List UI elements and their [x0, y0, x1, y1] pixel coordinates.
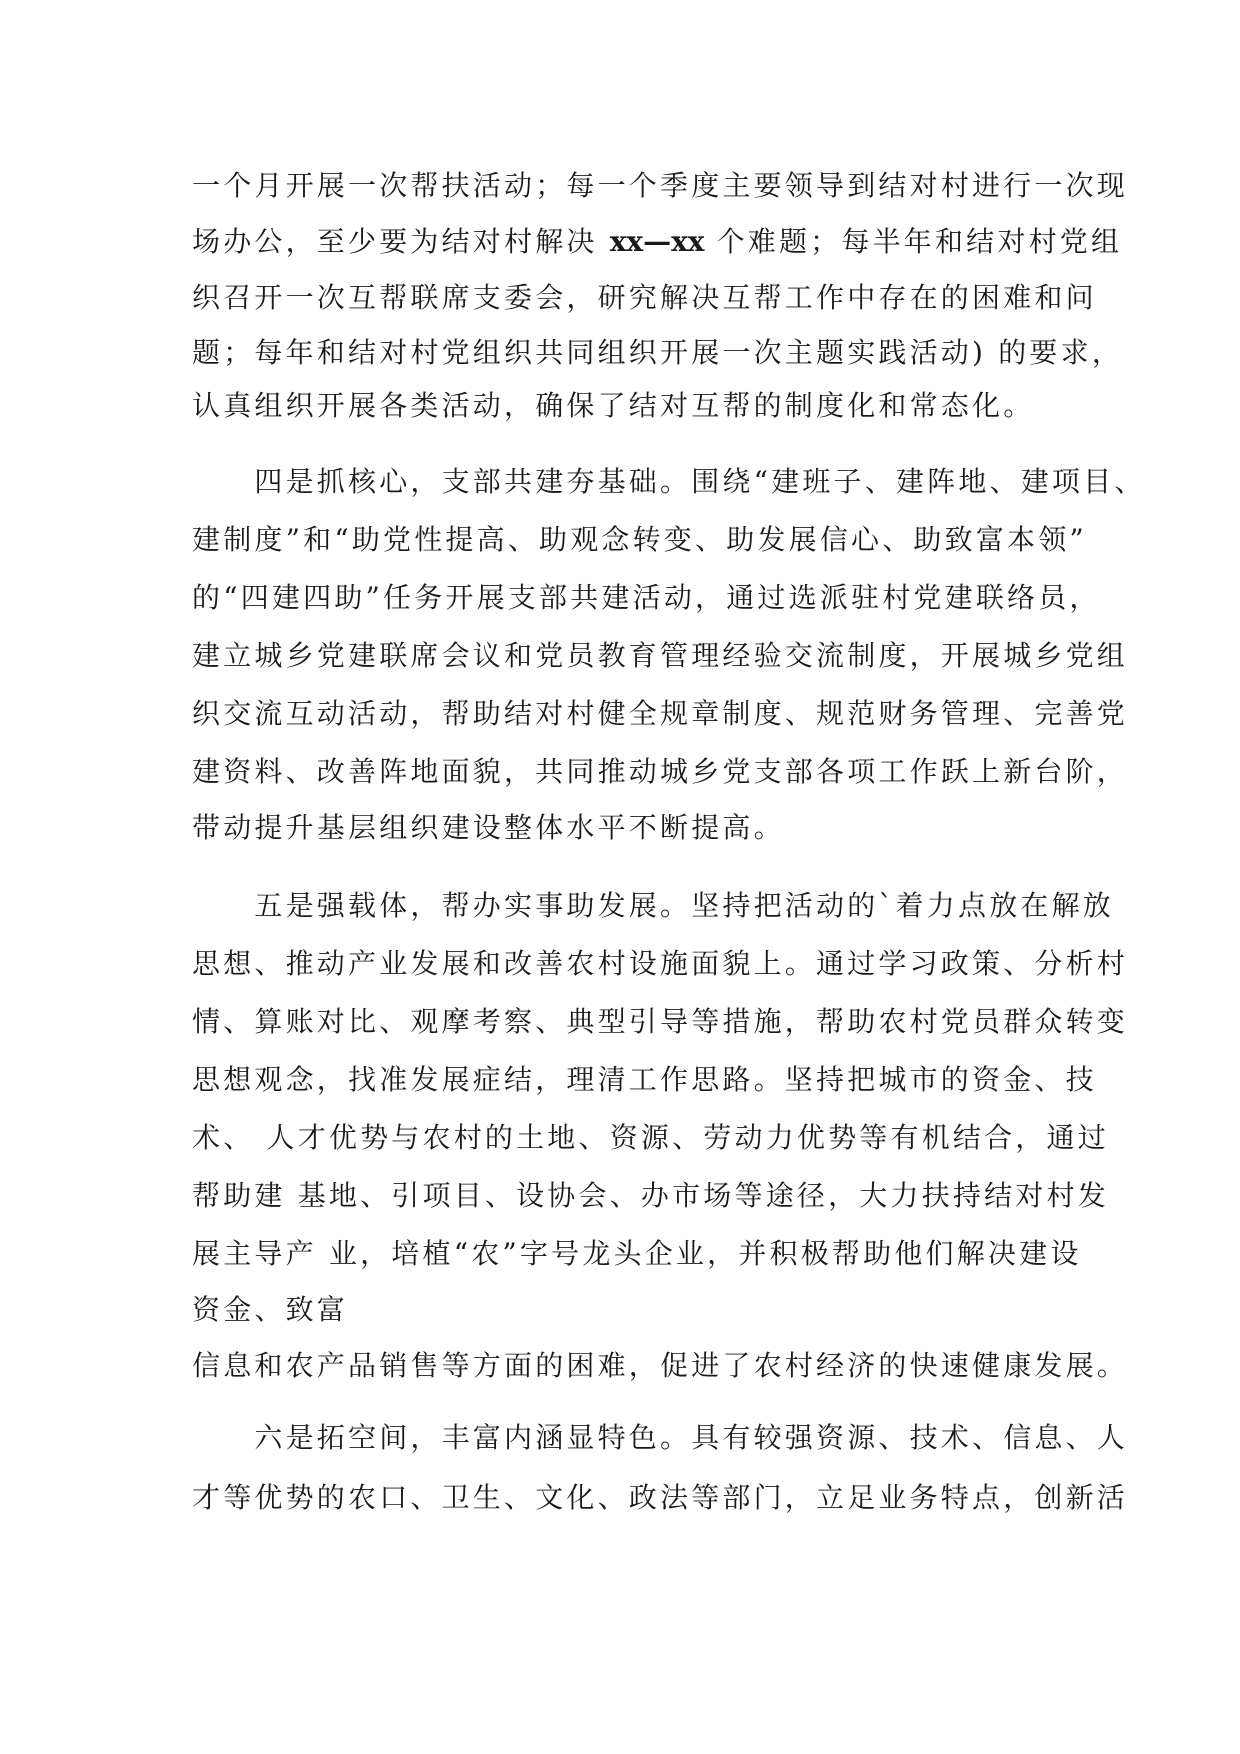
text-line: 五是强载体，帮办实事助发展。坚持把活动的`着力点放在解放 [192, 889, 1115, 922]
text-line: 术、 人才优势与农村的土地、资源、劳动力优势等有机结合，通过 [192, 1121, 1109, 1154]
text-line: 思想、推动产业发展和改善农村设施面貌上。通过学习政策、分析村 [192, 947, 1129, 980]
text-line: 帮助建 基地、引项目、设协会、办市场等途径，大力扶持结对村发 [192, 1179, 1109, 1212]
text-line: 建立城乡党建联席会议和党员教育管理经验交流制度，开展城乡党组 [192, 639, 1129, 672]
text-line: 才等优势的农口、卫生、文化、政法等部门，立足业务特点，创新活 [192, 1481, 1129, 1514]
text-line: 展主导产 业，培植“农”字号龙头企业，并积极帮助他们解决建设 [192, 1237, 1082, 1270]
text-line: 的“四建四助”任务开展支部共建活动，通过选派驻村党建联络员， [192, 581, 1101, 614]
text-line: 认真组织开展各类活动，确保了结对互帮的制度化和常态化。 [192, 389, 1035, 422]
text-line: 六是拓空间，丰富内涵显特色。具有较强资源、技术、信息、人 [192, 1421, 1129, 1454]
text-line: 织召开一次互帮联席支委会，研究解决互帮工作中存在的困难和问 [192, 281, 1097, 314]
text-line: 资金、致富 [192, 1293, 349, 1326]
text-line: 一个月开展一次帮扶活动；每一个季度主要领导到结对村进行一次现 [192, 169, 1129, 202]
text-line: 带动提升基层组织建设整体水平不断提高。 [192, 811, 785, 844]
bold-range: xx—xx [609, 225, 705, 258]
text-line: 四是抓核心，支部共建夯基础。围绕“建班子、建阵地、建项目、 [192, 465, 1146, 498]
text-line: 建制度”和“助党性提高、助观念转变、助发展信心、助致富本领” [192, 523, 1087, 556]
text-line: 建资料、改善阵地面貌，共同推动城乡党支部各项工作跃上新台阶， [192, 755, 1129, 788]
text-line: 场办公，至少要为结对村解决 xx—xx 个难题；每半年和结对村党组 [192, 225, 1123, 258]
text-line: 情、算账对比、观摩考察、典型引导等措施，帮助农村党员群众转变 [192, 1005, 1129, 1038]
text-line: 思想观念，找准发展症结，理清工作思路。坚持把城市的资金、技 [192, 1063, 1097, 1096]
text-line: 题；每年和结对村党组织共同组织开展一次主题实践活动) 的要求， [192, 336, 1124, 369]
text-line: 信息和农产品销售等方面的困难，促进了农村经济的快速健康发展。 [192, 1349, 1129, 1382]
text-line: 织交流互动活动，帮助结对村健全规章制度、规范财务管理、完善党 [192, 697, 1129, 730]
